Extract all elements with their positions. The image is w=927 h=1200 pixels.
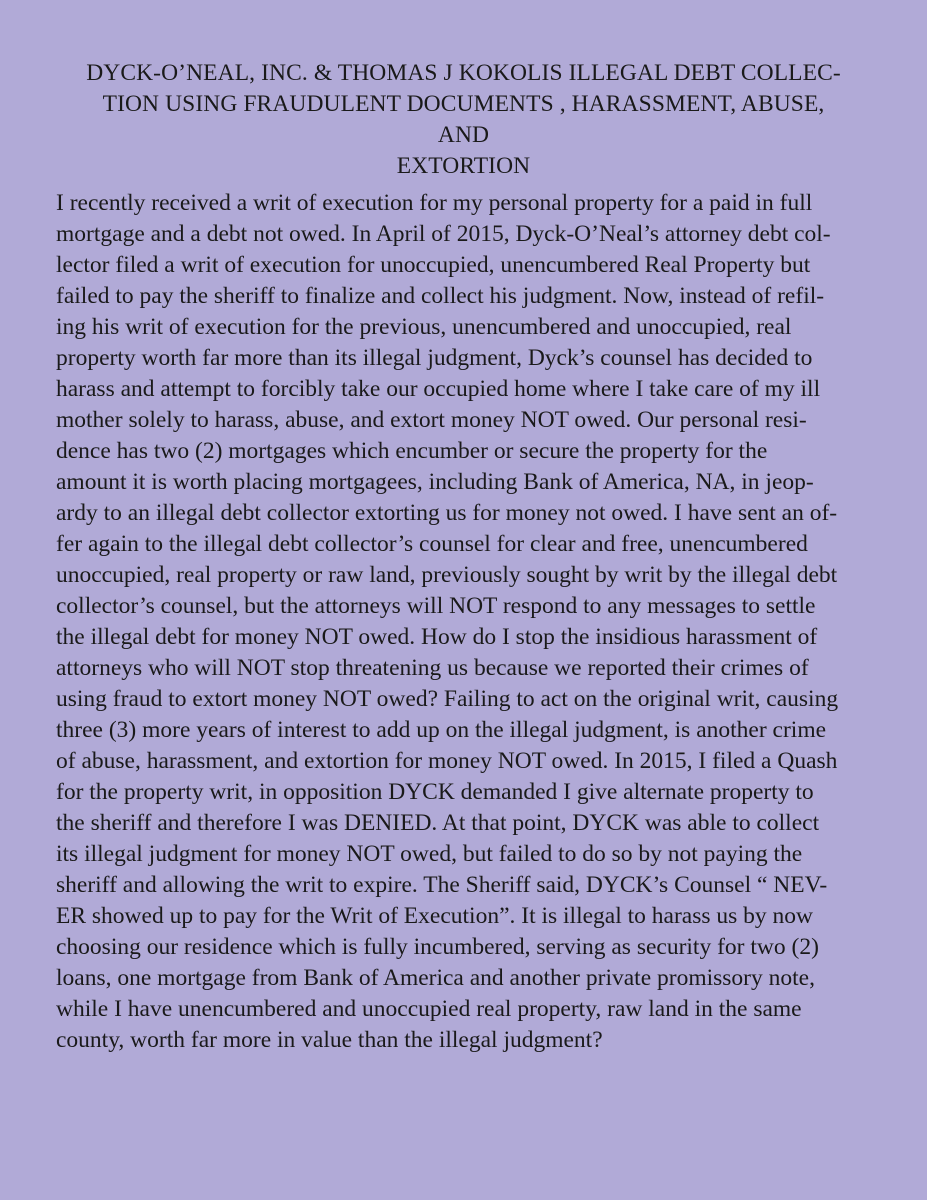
body-line: the sheriff and therefore I was DENIED. At that point, DYCK was able to collect — [56, 810, 820, 836]
body-line: ER showed up to pay for the Writ of Execution”. It is illegal to harass us by now — [56, 903, 814, 929]
document-title — [76, 58, 851, 182]
title-line: TION USING FRAUDULENT DOCUMENTS , HARASSMENT, ABUSE, AND — [102, 91, 825, 148]
body-paragraph — [56, 188, 871, 1056]
body-line: harass and attempt to forcibly take our occupied home where I take care of my ill — [56, 376, 821, 402]
body-line: using fraud to extort money NOT owed? Failing to act on the original writ, causing — [56, 686, 839, 712]
title-line: EXTORTION — [396, 153, 531, 179]
body-line: collector’s counsel, but the attorneys will NOT respond to any messages to settle — [56, 593, 816, 619]
body-line: while I have unencumbered and unoccupied real property, raw land in the same — [56, 996, 802, 1022]
body-line: attorneys who will NOT stop threatening us because we reported their crimes of — [56, 655, 809, 681]
body-line: its illegal judgment for money NOT owed, but failed to do so by not paying the — [56, 841, 803, 867]
body-line: the illegal debt for money NOT owed. How do I stop the insidious harassment of — [56, 624, 818, 650]
body-line: county, worth far more in value than the illegal judgment? — [56, 1027, 603, 1053]
body-line: for the property writ, in opposition DYCK demanded I give alternate property to — [56, 779, 814, 805]
body-line: amount it is worth placing mortgagees, including Bank of America, NA, in jeop- — [56, 469, 814, 495]
body-line: dence has two (2) mortgages which encumber or secure the property for the — [56, 438, 768, 464]
body-line: lector filed a writ of execution for unoccupied, unencumbered Real Property but — [56, 252, 811, 278]
body-line: of abuse, harassment, and extortion for money NOT owed. In 2015, I filed a Quash — [56, 748, 838, 774]
body-line: choosing our residence which is fully incumbered, serving as security for two (2) — [56, 934, 819, 960]
body-line: ing his writ of execution for the previous, unencumbered and unoccupied, real — [56, 314, 792, 340]
body-line: I recently received a writ of execution for my personal property for a paid in full — [56, 190, 813, 216]
body-line: failed to pay the sheriff to finalize and collect his judgment. Now, instead of refil- — [56, 283, 825, 309]
body-line: ardy to an illegal debt collector extorting us for money not owed. I have sent an of- — [56, 500, 838, 526]
body-line: loans, one mortgage from Bank of America and another private promissory note, — [56, 965, 815, 991]
body-line: fer again to the illegal debt collector’s counsel for clear and free, unencumbered — [56, 531, 808, 557]
body-line: three (3) more years of interest to add up on the illegal judgment, is another crime — [56, 717, 827, 743]
body-line: mother solely to harass, abuse, and extort money NOT owed. Our personal resi- — [56, 407, 807, 433]
body-line: property worth far more than its illegal judgment, Dyck’s counsel has decided to — [56, 345, 813, 371]
title-line: DYCK-O’NEAL, INC. & THOMAS J KOKOLIS ILLEGAL DEBT COLLEC- — [86, 60, 841, 86]
body-line: mortgage and a debt not owed. In April of 2015, Dyck-O’Neal’s attorney debt col- — [56, 221, 831, 247]
body-line: sheriff and allowing the writ to expire. The Sheriff said, DYCK’s Counsel “ NEV- — [56, 872, 828, 898]
body-line: unoccupied, real property or raw land, previously sought by writ by the illegal debt — [56, 562, 838, 588]
